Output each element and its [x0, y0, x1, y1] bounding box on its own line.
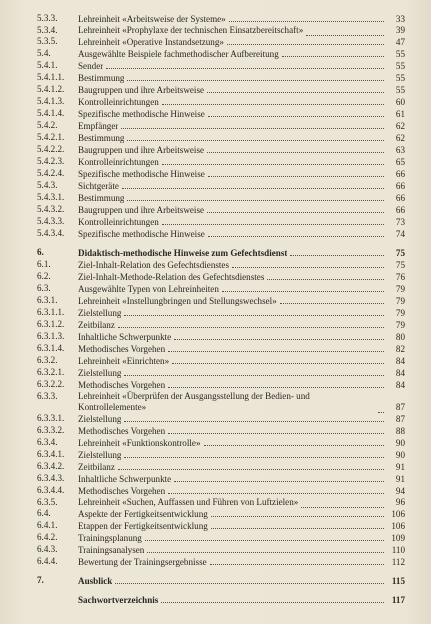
toc-entry-body: [78, 544, 405, 556]
toc-entry-body: [78, 204, 405, 216]
toc-entry-page: 33: [395, 14, 405, 24]
toc-entry: [37, 461, 405, 473]
toc-entry-body: [78, 461, 405, 473]
toc-entry: [37, 204, 405, 216]
toc-entry-title: Spezifische methodische Hinweise: [78, 109, 205, 119]
toc-entry: [37, 216, 405, 228]
toc-entry-body: [78, 425, 405, 437]
toc-entry-title: Zeitbilanz: [78, 320, 115, 330]
toc-entry-number: 6.3.4.2.: [37, 461, 65, 471]
toc-entry-title: Kontrolleinrichtungen: [78, 217, 159, 227]
toc-entry-body: [78, 575, 405, 587]
toc-entry-number: 5.4.1.3.: [37, 96, 65, 106]
toc-entry-body: [78, 48, 405, 60]
toc-entry-number: 6.3.2.: [37, 355, 58, 365]
toc-entry-body: [78, 473, 405, 485]
toc-entry-number: 6.3.3.1.: [37, 413, 65, 423]
toc-leader-dots: [147, 544, 384, 553]
toc-entry-number: 5.4.2.: [37, 120, 58, 130]
toc-entry-body: [78, 295, 405, 307]
toc-leader-dots: [162, 216, 384, 225]
toc-entry-page: 62: [395, 121, 405, 131]
toc-entry-body: [78, 532, 405, 544]
toc-entry-body: [78, 36, 405, 48]
toc-entry-body: [78, 259, 405, 271]
toc-entry-page: 61: [395, 109, 405, 119]
toc-entry-number: 5.4.3.1.: [37, 192, 65, 202]
toc-entry-number: 5.4.2.3.: [37, 156, 65, 166]
toc-entry-page: 73: [395, 217, 405, 227]
toc-entry-page: 39: [395, 25, 405, 35]
toc-entry: [37, 72, 405, 84]
toc-entry-page: 79: [395, 284, 405, 294]
toc-entry-body: [78, 271, 405, 283]
toc-entry-title: Bestimmung: [78, 193, 125, 203]
toc-entry-page: 91: [395, 462, 405, 472]
toc-entry-number: 5.4.1.: [37, 60, 58, 70]
toc-entry-title: Kontrolleinrichtungen: [78, 97, 159, 107]
toc-entry: [37, 307, 405, 319]
toc-entry-number: 5.4.3.: [37, 180, 58, 190]
toc-leader-dots: [127, 192, 384, 201]
toc-leader-dots: [162, 96, 384, 105]
toc-leader-dots: [204, 437, 385, 446]
toc-entry-page: 90: [395, 438, 405, 448]
toc-leader-dots: [208, 228, 384, 237]
toc-entry-page: 94: [395, 486, 405, 496]
toc-entry-page: 115: [391, 576, 405, 586]
toc-entry-number: 6.4.3.: [37, 544, 58, 554]
toc-leader-dots: [106, 60, 384, 69]
toc-leader-dots: [222, 283, 384, 292]
toc-entry-body: [78, 391, 405, 413]
toc-entry: [37, 520, 405, 532]
toc-entry-title: Sichtgeräte: [78, 181, 119, 191]
toc-leader-dots: [208, 108, 384, 117]
toc-entry-body: [78, 343, 405, 355]
toc-entry: [37, 508, 405, 520]
toc-entry: [37, 13, 405, 25]
toc-entry-title: Ausblick: [78, 576, 113, 586]
toc-entry-title: Spezifische methodische Hinweise: [78, 169, 205, 179]
toc-entry-title: Methodisches Vorgehen: [78, 380, 166, 390]
toc-entry-number: 5.4.3.3.: [37, 216, 65, 226]
toc-leader-dots: [280, 295, 384, 304]
toc-entry: [37, 391, 405, 413]
toc-leader-dots: [118, 319, 384, 328]
toc-entry-page: 66: [395, 193, 405, 203]
toc-leader-dots: [161, 594, 384, 603]
toc-entry-body: [78, 132, 405, 144]
toc-entry-number: 5.3.3.: [37, 13, 58, 23]
toc-entry-number: 5.4.1.1.: [37, 72, 65, 82]
toc-entry-number: 6.2.: [37, 271, 51, 281]
toc-entry-body: [78, 180, 405, 192]
toc-entry: [37, 594, 405, 606]
toc-leader-dots: [306, 27, 384, 36]
toc-spacer: [37, 240, 405, 247]
toc-entry: [37, 413, 405, 425]
toc-entry-page: 110: [391, 545, 405, 555]
toc-entry: [37, 247, 405, 259]
toc-entry-page: 84: [395, 380, 405, 390]
toc-entry-title: Sachwortverzeichnis: [78, 595, 159, 605]
toc-entry-body: [78, 216, 405, 228]
toc-entry-number: 6.3.2.2.: [37, 379, 65, 389]
toc-entry-body: [78, 96, 405, 108]
toc-entry-body: [78, 520, 405, 532]
toc-entry-number: 6.3.4.1.: [37, 449, 65, 459]
toc-entry: [37, 379, 405, 391]
toc-entry: [37, 355, 405, 367]
toc-entry-number: 6.3.1.: [37, 295, 58, 305]
toc-entry-body: [78, 508, 405, 520]
toc-entry: [37, 25, 405, 36]
toc-entry-title: Ziel-Inhalt-Methode-Relation des Gefechtsdienstes: [78, 272, 265, 282]
toc-entry-page: 60: [395, 97, 405, 107]
toc-entry-number: 6.1.: [37, 259, 51, 269]
toc-entry-number: 5.4.2.2.: [37, 144, 65, 154]
toc-leader-dots: [211, 508, 384, 517]
toc-leader-dots: [124, 413, 384, 422]
toc-entry-body: [78, 84, 405, 96]
toc-entry: [37, 473, 405, 485]
toc-entry-title: Trainingsplanung: [78, 533, 142, 543]
toc-entry-page: 84: [395, 356, 405, 366]
toc-entry-body: [78, 307, 405, 319]
toc-entry-number: 6.4.4.: [37, 556, 58, 566]
toc-entry-title: Lehreinheit «Suchen, Auffassen und Führen von Luftzielen»: [78, 497, 299, 507]
toc-leader-dots: [127, 132, 384, 141]
toc-entry-title: Didaktisch-methodische Hinweise zum Gefechtsdienst: [78, 248, 288, 258]
toc-entry-page: 66: [395, 169, 405, 179]
toc-entry-number: 6.3.5.: [37, 497, 58, 507]
toc-leader-dots: [174, 473, 384, 482]
toc-entry-number: 6.4.1.: [37, 520, 58, 530]
toc-spacer: [37, 587, 405, 594]
toc-entry-number: 6.3.1.1.: [37, 307, 65, 317]
toc-entry-number: 6.3.4.: [37, 437, 58, 447]
toc-entry-page: 55: [395, 49, 405, 59]
toc-entry-number: 6.3.1.2.: [37, 319, 65, 329]
toc-leader-dots: [227, 36, 384, 45]
toc-entry-page: 87: [395, 414, 405, 424]
toc-entry-number: 5.4.1.2.: [37, 84, 65, 94]
toc-entry-body: [78, 413, 405, 425]
toc-entry-title: Zielstellung: [78, 308, 122, 318]
toc-entry-body: [78, 120, 405, 132]
toc-entry-body: [78, 156, 405, 168]
toc-entry-page: 79: [395, 296, 405, 306]
toc-entry-title: Lehreinheit «Operative Instandsetzung»: [78, 37, 224, 47]
toc-entry-page: 76: [395, 272, 405, 282]
toc-entry-page: 106: [391, 521, 405, 531]
toc-entry: [37, 497, 405, 508]
toc-entry-title: Baugruppen und ihre Arbeitsweise: [78, 145, 205, 155]
toc-entry-title: Ausgewählte Beispiele fachmethodischer Aufbereitung: [78, 49, 279, 59]
toc-leader-dots: [168, 379, 384, 388]
toc-entry-title: Bewertung der Trainingsergebnisse: [78, 557, 207, 567]
toc-entry-title: Lehreinheit «Instellungbringen und Stellungswechsel»: [78, 296, 277, 306]
toc-entry-page: 55: [395, 73, 405, 83]
toc-entry: [37, 192, 405, 204]
toc-entry-body: [78, 192, 405, 204]
toc-entry-body: [78, 25, 405, 36]
toc-leader-dots: [145, 532, 384, 541]
toc-leader-dots: [282, 48, 384, 57]
toc-leader-dots: [168, 485, 384, 494]
toc-leader-dots: [162, 156, 384, 165]
toc-entry-number: 5.4.1.4.: [37, 108, 65, 118]
toc-leader-dots: [118, 461, 384, 470]
toc-entry: [37, 60, 405, 72]
toc-entry-number: 6.: [37, 247, 44, 257]
toc-leader-dots: [168, 425, 384, 434]
toc-entry-title: Empfänger: [78, 121, 119, 131]
toc-leader-dots: [210, 556, 384, 565]
toc-entry-title: Baugruppen und ihre Arbeitsweise: [78, 205, 205, 215]
toc-leader-dots: [121, 120, 384, 129]
toc-leader-dots: [378, 404, 384, 413]
toc-entry-title: Zeitbilanz: [78, 462, 115, 472]
toc-entry: [37, 259, 405, 271]
toc-entry: [37, 449, 405, 461]
toc-leader-dots: [124, 449, 384, 458]
toc-leader-dots: [207, 204, 384, 213]
toc-entry-title: Lehreinheit «Prophylaxe der technischen Einsatzbereitschaft»: [78, 25, 304, 35]
toc-entry-page: 96: [395, 497, 405, 507]
toc-entry-page: 91: [395, 474, 405, 484]
toc-entry: [37, 319, 405, 331]
toc-entry: [37, 575, 405, 587]
toc-leader-dots: [127, 72, 384, 81]
toc-leader-dots: [301, 499, 384, 508]
toc-entry-page: 79: [395, 308, 405, 318]
toc-entry: [37, 96, 405, 108]
toc-entry-title: Lehreinheit «Funktionskontrolle»: [78, 438, 201, 448]
toc-leader-dots: [208, 168, 384, 177]
toc-entry-page: 106: [391, 509, 405, 519]
toc-entry-title: Inhaltliche Schwerpunkte: [78, 332, 172, 342]
toc-entry-number: 6.3.: [37, 283, 51, 293]
toc-entry-page: 75: [395, 248, 405, 258]
toc-entry-page: 82: [395, 344, 405, 354]
toc-entry: [37, 271, 405, 283]
toc-entry-number: 5.4.3.2.: [37, 204, 65, 214]
toc-entry: [37, 556, 405, 568]
toc-entry-body: [78, 497, 405, 508]
toc-entry: [37, 437, 405, 449]
toc-entry-number: 6.3.1.3.: [37, 331, 65, 341]
toc-entry-title: Zielstellung: [78, 368, 122, 378]
toc-entry-title: Baugruppen und ihre Arbeitsweise: [78, 85, 205, 95]
toc-entry-title: Bestimmung: [78, 73, 125, 83]
toc-entry-body: [78, 319, 405, 331]
toc-entry: [37, 144, 405, 156]
toc-entry-number: 6.3.3.2.: [37, 425, 65, 435]
toc-leader-dots: [124, 307, 384, 316]
toc-entry: [37, 228, 405, 240]
toc-entry-page: 65: [395, 157, 405, 167]
toc-spacer: [37, 568, 405, 575]
toc-entry-title: Bestimmung: [78, 133, 125, 143]
toc-entry-title: Zielstellung: [78, 450, 122, 460]
toc-entry-number: 5.4.: [37, 48, 51, 58]
toc-entry-title: Lehreinheit «Einrichten»: [78, 356, 170, 366]
toc-entry-page: 66: [395, 181, 405, 191]
toc-leader-dots: [211, 520, 384, 529]
toc-entry: [37, 544, 405, 556]
toc-leader-dots: [172, 355, 384, 364]
toc-entry: [37, 84, 405, 96]
toc-entry-number: 6.4.2.: [37, 532, 58, 542]
toc-entry-page: 62: [395, 133, 405, 143]
toc-entry-body: [78, 13, 405, 25]
toc-leader-dots: [168, 343, 384, 352]
toc-entry: [37, 343, 405, 355]
toc-entry-number: 6.3.1.4.: [37, 343, 65, 353]
toc-entry-number: 5.4.2.4.: [37, 168, 65, 178]
toc-entry-body: [78, 247, 405, 259]
toc-leader-dots: [122, 180, 384, 189]
toc-entry-page: 84: [395, 368, 405, 378]
toc-entry-page: 109: [391, 533, 405, 543]
toc-entry-title: Etappen der Fertigkeitsentwicklung: [78, 521, 208, 531]
toc-entry-page: 74: [395, 229, 405, 239]
toc-entry: [37, 108, 405, 120]
toc-entry: [37, 180, 405, 192]
toc-leader-dots: [207, 84, 384, 93]
toc-entry-page: 75: [395, 260, 405, 270]
toc-leader-dots: [232, 259, 384, 268]
toc-entry-title: Sender: [78, 61, 104, 71]
toc-entry: [37, 120, 405, 132]
toc-entry-title: Lehreinheit «Arbeitsweise der Systeme»: [78, 14, 226, 24]
toc-entry: [37, 132, 405, 144]
toc-entry-body: [78, 144, 405, 156]
toc-entry: [37, 283, 405, 295]
toc-entry-title: Lehreinheit «Überprüfen der Ausgangsstellung der Bedien- und Kontrollelemente»: [78, 391, 310, 412]
toc-entry: [37, 425, 405, 437]
toc-entry: [37, 295, 405, 307]
toc-entry-body: [78, 60, 405, 72]
toc-entry-number: 5.4.2.1.: [37, 132, 65, 142]
toc-entry-page: 79: [395, 320, 405, 330]
toc-entry-page: 55: [395, 85, 405, 95]
toc-entry: [37, 168, 405, 180]
toc-entry-number: 5.3.4.: [37, 25, 58, 35]
toc-entry-title: Spezifische methodische Hinweise: [78, 229, 205, 239]
toc-entry-title: Trainingsanalysen: [78, 545, 145, 555]
toc-entry-page: 88: [395, 426, 405, 436]
toc-entry-body: [78, 168, 405, 180]
toc-entry-body: [78, 485, 405, 497]
toc-entry-body: [78, 556, 405, 568]
toc-entry-number: 7.: [37, 575, 44, 585]
toc-leader-dots: [207, 144, 384, 153]
toc-entry-page: 80: [395, 332, 405, 342]
toc-entry-page: 66: [395, 205, 405, 215]
toc-entry-number: 6.3.4.3.: [37, 473, 65, 483]
toc-entry-page: 87: [395, 402, 405, 412]
toc-leader-dots: [267, 271, 384, 280]
toc-leader-dots: [124, 367, 384, 376]
toc-entry: [37, 331, 405, 343]
table-of-contents: [37, 13, 405, 606]
toc-entry-page: 112: [391, 557, 405, 567]
toc-entry-page: 55: [395, 61, 405, 71]
toc-entry: [37, 532, 405, 544]
toc-entry: [37, 48, 405, 60]
toc-entry-title: Ziel-Inhalt-Relation des Gefechtsdienstes: [78, 260, 230, 270]
toc-entry-title: Methodisches Vorgehen: [78, 344, 166, 354]
toc-entry-page: 63: [395, 145, 405, 155]
toc-leader-dots: [174, 331, 384, 340]
toc-entry-body: [78, 72, 405, 84]
toc-entry-body: [78, 108, 405, 120]
toc-entry-page: 117: [391, 595, 405, 605]
toc-entry: [37, 156, 405, 168]
toc-entry-number: 6.3.4.4.: [37, 485, 65, 495]
toc-entry-number: 6.4.: [37, 508, 51, 518]
toc-entry-body: [78, 437, 405, 449]
toc-entry-body: [78, 594, 405, 606]
toc-leader-dots: [229, 13, 384, 22]
toc-entry-body: [78, 367, 405, 379]
toc-entry-number: 6.3.3.: [37, 391, 58, 401]
toc-leader-dots: [290, 247, 384, 256]
toc-entry-title: Aspekte der Fertigkeitsentwicklung: [78, 509, 208, 519]
toc-entry-body: [78, 228, 405, 240]
toc-entry-body: [78, 449, 405, 461]
toc-entry-title: Zielstellung: [78, 414, 122, 424]
toc-entry-title: Ausgewählte Typen von Lehreinheiten: [78, 284, 219, 294]
toc-entry: [37, 367, 405, 379]
toc-entry-title: Methodisches Vorgehen: [78, 426, 166, 436]
toc-entry: [37, 485, 405, 497]
toc-entry-title: Kontrolleinrichtungen: [78, 157, 159, 167]
toc-entry-page: 90: [395, 450, 405, 460]
toc-entry-title: Methodisches Vorgehen: [78, 486, 166, 496]
toc-entry-body: [78, 355, 405, 367]
toc-entry-number: 5.3.5.: [37, 36, 58, 46]
toc-entry: [37, 36, 405, 48]
toc-leader-dots: [115, 575, 384, 584]
toc-entry-number: 5.4.3.4.: [37, 228, 65, 238]
toc-entry-body: [78, 379, 405, 391]
toc-entry-page: 47: [395, 37, 405, 47]
toc-entry-body: [78, 331, 405, 343]
toc-entry-body: [78, 283, 405, 295]
toc-entry-title: Inhaltliche Schwerpunkte: [78, 474, 172, 484]
toc-entry-number: 6.3.2.1.: [37, 367, 65, 377]
